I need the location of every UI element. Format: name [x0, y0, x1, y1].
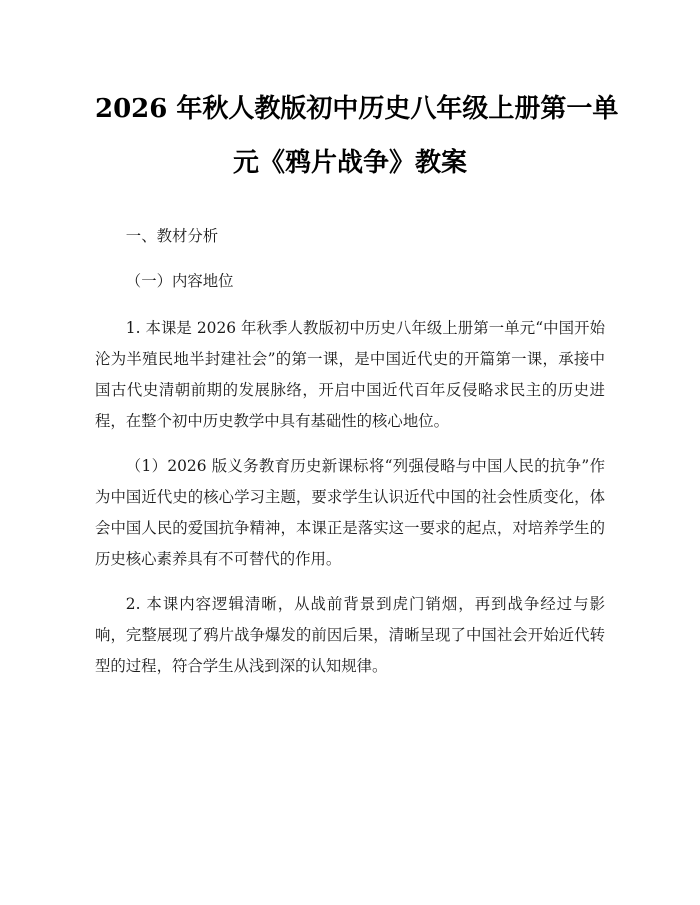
paragraph-1: 1. 本课是 2026 年秋季人教版初中历史八年级上册第一单元“中国开始沦为半殖民地半封建社会”的第一课，是中国近代史的开篇第一课，承接中国古代史清朝前期的发展脉络，开启中国近代百年反侵略求民主的历史进程，在整个初中历史教学中具有基础性的核心地位。 [95, 319, 605, 430]
paragraph-3: 2. 本课内容逻辑清晰，从战前背景到虎门销烟，再到战争经过与影响，完整展现了鸦片战争爆发的前因后果，清晰呈现了中国社会开始近代转型的过程，符合学生从浅到深的认知规律。 [95, 595, 605, 675]
paragraph-2: （1）2026 版义务教育历史新课标将“列强侵略与中国人民的抗争”作为中国近代史的核心学习主题，要求学生认识近代中国的社会性质变化，体会中国人民的爱国抗争精神，本课正是落实这一要求的起点，对培养学生的历史核心素养具有不可替代的作用。 [95, 457, 605, 568]
section-heading: 一、教材分析 [125, 227, 219, 245]
title-line-2: 元《鸦片战争》教案 [232, 148, 467, 178]
document-body [95, 221, 605, 682]
subsection-heading: （一）内容地位 [125, 272, 234, 290]
title-line-1: 2026 年秋人教版初中历史八年级上册第一单 [95, 94, 619, 124]
document-title [95, 82, 619, 190]
